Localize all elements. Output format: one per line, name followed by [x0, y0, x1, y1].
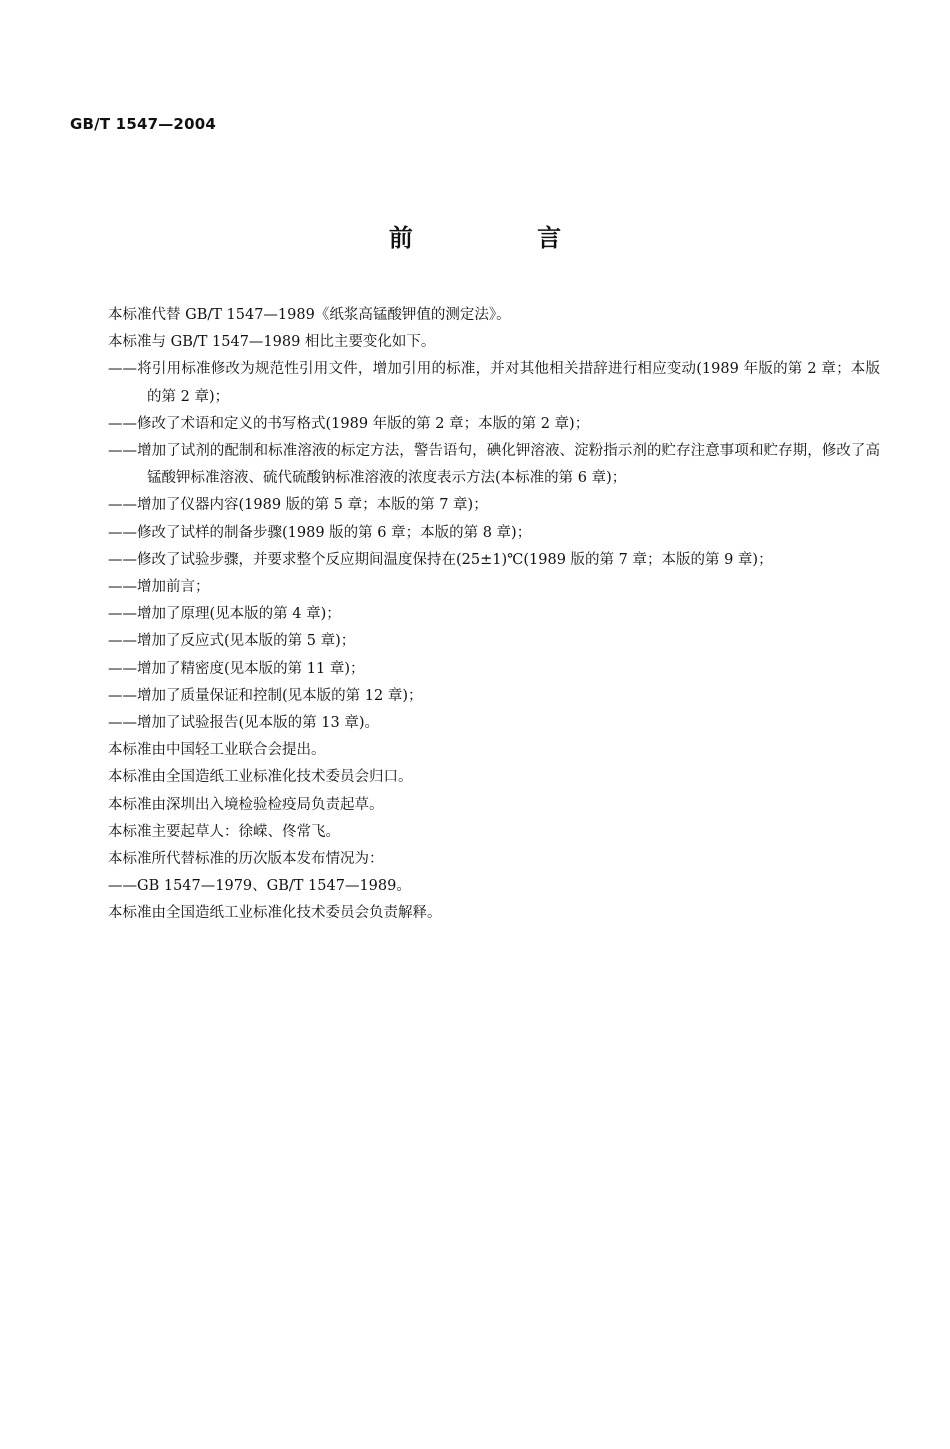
- em-dash: ——: [108, 606, 137, 623]
- change-item: [108, 656, 880, 683]
- change-text: 增加了质量保证和控制(见本版的第 12 章)；: [137, 687, 423, 704]
- em-dash: ——: [108, 497, 137, 514]
- change-item: [108, 601, 880, 628]
- em-dash: ——: [108, 415, 137, 432]
- paragraph: 本标准由全国造纸工业标准化技术委员会归口。: [108, 769, 413, 786]
- change-item: [108, 547, 880, 574]
- change-item: [108, 356, 880, 410]
- change-text: 增加前言；: [137, 579, 210, 596]
- change-item: [108, 520, 880, 547]
- change-text: 修改了术语和定义的书写格式(1989 年版的第 2 章；本版的第 2 章)；: [137, 415, 590, 432]
- paragraph: 本标准所代替标准的历次版本发布情况为：: [108, 851, 384, 868]
- paragraph: 本标准与 GB/T 1547—1989 相比主要变化如下。: [108, 334, 436, 351]
- paragraph: 本标准由深圳出入境检验检疫局负责起草。: [108, 796, 384, 813]
- em-dash: ——: [108, 361, 137, 378]
- standard-code: GB/T 1547—2004: [70, 115, 216, 133]
- em-dash: ——: [108, 687, 137, 704]
- change-text: 增加了原理(见本版的第 4 章)；: [137, 606, 341, 623]
- em-dash: ——: [108, 715, 137, 732]
- em-dash: ——: [108, 443, 137, 460]
- em-dash: ——: [108, 633, 137, 650]
- change-text: 修改了试验步骤，并要求整个反应期间温度保持在(25±1)℃(1989 版的第 7 章；本版的第 9 章)；: [137, 551, 773, 568]
- change-item: [108, 628, 880, 655]
- history-item: [108, 873, 880, 900]
- change-text: 增加了试验报告(见本版的第 13 章)。: [137, 715, 379, 732]
- change-item: [108, 492, 880, 519]
- em-dash: ——: [108, 878, 137, 895]
- paragraph: 本标准代替 GB/T 1547—1989《纸浆高锰酸钾值的测定法》。: [108, 307, 511, 323]
- em-dash: ——: [108, 524, 137, 541]
- change-item: [108, 411, 880, 438]
- page-title: 前 言: [388, 224, 620, 252]
- change-item: [108, 710, 880, 737]
- em-dash: ——: [108, 660, 137, 677]
- change-item: [108, 574, 880, 601]
- change-item: [108, 438, 880, 492]
- foreword-body: [108, 302, 880, 928]
- change-item: [108, 683, 880, 710]
- change-text: 增加了精密度(见本版的第 11 章)；: [137, 660, 365, 677]
- change-text: 增加了反应式(见本版的第 5 章)；: [137, 633, 356, 650]
- change-text: 增加了仪器内容(1989 版的第 5 章；本版的第 7 章)；: [137, 497, 488, 514]
- em-dash: ——: [108, 551, 137, 568]
- change-text: 修改了试样的制备步骤(1989 版的第 6 章；本版的第 8 章)；: [137, 524, 532, 541]
- em-dash: ——: [108, 579, 137, 596]
- paragraph: 本标准主要起草人：徐嵘、佟常飞。: [108, 823, 340, 840]
- change-text: 增加了试剂的配制和标准溶液的标定方法，警告语句，碘化钾溶液、淀粉指示剂的贮存注意事项和贮存期，修改了高锰酸钾标准溶液、硫代硫酸钠标准溶液的浓度表示方法(本标准的第 6 章)；: [137, 443, 880, 487]
- paragraph: 本标准由中国轻工业联合会提出。: [108, 742, 326, 759]
- history-text: GB 1547—1979、GB/T 1547—1989。: [137, 878, 411, 895]
- change-text: 将引用标准修改为规范性引用文件，增加引用的标准，并对其他相关措辞进行相应变动(1989 年版的第 2 章；本版的第 2 章)；: [137, 361, 880, 405]
- closing-paragraph: 本标准由全国造纸工业标准化技术委员会负责解释。: [108, 905, 442, 922]
